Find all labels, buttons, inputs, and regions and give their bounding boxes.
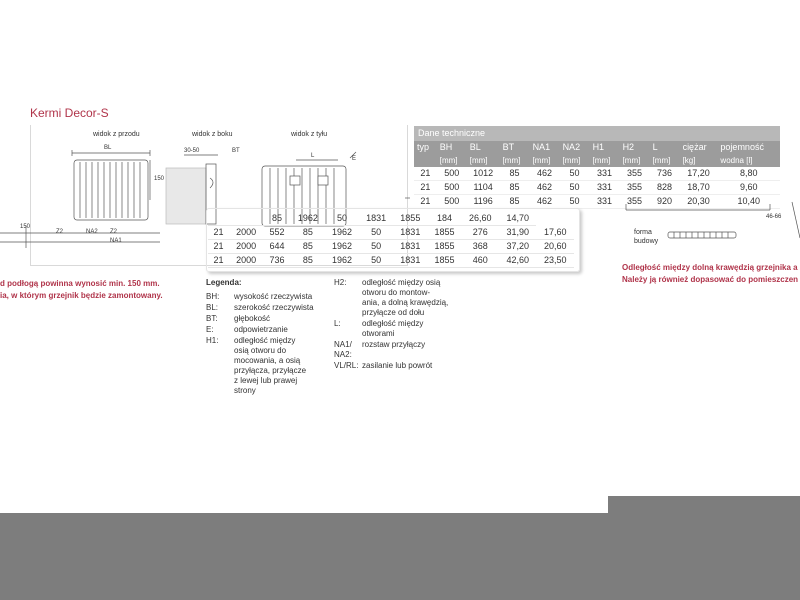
table-cell (208, 212, 229, 226)
legend-value: głębokość (234, 314, 271, 323)
table-cell: 2000 (229, 240, 263, 254)
table-cell: 50 (560, 181, 590, 195)
unit-typ (414, 154, 437, 167)
table-cell: 50 (359, 240, 393, 254)
footer-notch (608, 496, 800, 514)
table-cell: 736 (650, 167, 680, 181)
form-label-line2: budowy (634, 238, 659, 245)
dim-46-66: 46-66 (766, 214, 782, 220)
unit-pojemnosc: wodna [l] (717, 154, 780, 167)
table-cell: 736 (263, 254, 291, 268)
table-cell: 2000 (229, 254, 263, 268)
table-cell: 50 (325, 212, 359, 226)
table-cell: 368 (462, 240, 499, 254)
dim-bt: BT (232, 148, 240, 154)
table-cell: 21 (414, 181, 437, 195)
col-typ: typ (414, 141, 437, 154)
legend-key: L: (334, 319, 341, 328)
col-bt: BT (500, 141, 530, 154)
table-cell: 462 (530, 167, 560, 181)
dim-z2-left: Z2 (56, 229, 64, 235)
side-view-label: widok z boku (192, 131, 233, 138)
table-cell: 21 (208, 240, 229, 254)
table-cell: 50 (560, 195, 590, 209)
unit-na1: [mm] (530, 154, 560, 167)
legend-item (206, 314, 331, 324)
table-cell: 355 (620, 195, 650, 209)
table-cell: 85 (500, 195, 530, 209)
table-cell: 26,60 (462, 212, 499, 226)
dim-l: L (311, 153, 315, 159)
table-cell: 276 (462, 226, 499, 240)
legend-item (334, 319, 474, 339)
table-row (414, 167, 780, 181)
table-cell: 1962 (325, 254, 359, 268)
table-cell: 85 (291, 254, 325, 268)
table-cell: 18,70 (680, 181, 718, 195)
second-data-table (208, 212, 574, 268)
table-cell: 20,60 (536, 240, 574, 254)
legend-value: odpowietrzanie (234, 325, 288, 334)
legend-key: BT: (206, 314, 218, 323)
unit-ciezar: [kg] (680, 154, 718, 167)
legend-key: VL/RL: (334, 361, 359, 370)
table-row (208, 240, 574, 254)
table-cell: 1855 (393, 212, 427, 226)
table-cell: 2000 (229, 226, 263, 240)
table-cell: 50 (359, 254, 393, 268)
table-cell (229, 212, 263, 226)
table-cell: 1104 (467, 181, 500, 195)
unit-l: [mm] (650, 154, 680, 167)
table-cell: 1196 (467, 195, 500, 209)
legend-right-column (334, 278, 474, 372)
back-view-label: widok z tyłu (291, 131, 328, 138)
legend-item (206, 336, 331, 396)
unit-h1: [mm] (590, 154, 620, 167)
legend-value: odległość między otworami (362, 319, 424, 338)
dim-height: 150 (154, 176, 165, 182)
unit-bh: [mm] (437, 154, 467, 167)
table-cell: 1855 (427, 226, 461, 240)
table-cell: 1855 (427, 254, 461, 268)
table-cell: 1012 (467, 167, 500, 181)
table-cell: 462 (530, 181, 560, 195)
legend-key: H1: (206, 336, 219, 345)
dim-e: E (352, 156, 357, 162)
col-bh: BH (437, 141, 467, 154)
col-na1: NA1 (530, 141, 560, 154)
table-cell: 50 (359, 226, 393, 240)
col-h2: H2 (620, 141, 650, 154)
table-cell: 1962 (325, 226, 359, 240)
left-note-1: d podłogą powinna wynosić min. 150 mm. (0, 279, 160, 288)
table-cell: 1855 (427, 240, 461, 254)
legend-item (334, 361, 474, 371)
right-note-2: Należy ją również dopasować do pomieszczen (622, 275, 799, 284)
table-cell: 17,20 (680, 167, 718, 181)
table-cell: 14,70 (499, 212, 536, 226)
table-cell: 184 (427, 212, 461, 226)
col-h1: H1 (590, 141, 620, 154)
footer-bar (0, 513, 800, 600)
table-cell: 331 (590, 167, 620, 181)
table-cell: 85 (263, 212, 291, 226)
legend-value: odległość między osią otworu do mocowania, a osią przyłącza, przyłącze z lewej lub prawej strony (234, 336, 307, 395)
table-cell: 460 (462, 254, 499, 268)
table-cell: 21 (208, 254, 229, 268)
legend-key: NA1/ NA2: (334, 340, 352, 359)
dim-z2-right: Z2 (110, 229, 118, 235)
table-cell: 21 (414, 195, 437, 209)
legend-key: BH: (206, 292, 220, 301)
table-cell: 50 (560, 167, 590, 181)
table-cell: 500 (437, 195, 467, 209)
right-notes (622, 262, 798, 286)
page-title: Kermi Decor-S (30, 106, 109, 120)
table-row (208, 212, 574, 226)
legend-item (206, 325, 331, 335)
legend-value: rozstaw przyłączy (362, 340, 426, 349)
table-cell: 37,20 (499, 240, 536, 254)
left-notes (0, 278, 163, 302)
legend-key: H2: (334, 278, 347, 287)
table-cell: 9,60 (717, 181, 780, 195)
unit-bl: [mm] (467, 154, 500, 167)
table-row (208, 226, 574, 240)
col-ciezar: ciężar (680, 141, 718, 154)
table-cell: 1831 (393, 226, 427, 240)
table-cell: 17,60 (536, 226, 574, 240)
table-cell: 828 (650, 181, 680, 195)
table-cell: 552 (263, 226, 291, 240)
table-caption: Dane techniczne (414, 126, 780, 141)
front-view-drawing (0, 150, 160, 248)
table-cell: 500 (437, 181, 467, 195)
unit-bt: [mm] (500, 154, 530, 167)
table-cell: 1962 (291, 212, 325, 226)
legend-key: E: (206, 325, 214, 334)
table-cell: 85 (291, 226, 325, 240)
legend-value: odległość między osią otworu do montow- ania, a dolną krawędzią, przyłącze od dołu (362, 278, 449, 317)
unit-h2: [mm] (620, 154, 650, 167)
table-cell: 85 (500, 181, 530, 195)
dim-side-range: 30-50 (184, 148, 200, 154)
legend-left-column (206, 292, 331, 397)
left-note-2: ia, w którym grzejnik będzie zamontowany. (0, 291, 163, 300)
table-cell: 355 (620, 167, 650, 181)
table-cell: 8,80 (717, 167, 780, 181)
front-view-label: widok z przodu (93, 131, 140, 138)
legend-value: szerokość rzeczywista (234, 303, 314, 312)
legend-item (334, 278, 474, 318)
technical-data-table (414, 126, 780, 209)
dim-bl: BL (104, 145, 112, 151)
legend-item (334, 340, 474, 360)
table-cell: 31,90 (499, 226, 536, 240)
table-cell: 21 (414, 167, 437, 181)
legend-title: Legenda: (206, 278, 242, 287)
table-cell: 644 (263, 240, 291, 254)
table-row (414, 181, 780, 195)
table-cell: 1962 (325, 240, 359, 254)
col-pojemnosc: pojemność (717, 141, 780, 154)
table-cell: 10,40 (717, 195, 780, 209)
col-bl: BL (467, 141, 500, 154)
col-l: L (650, 141, 680, 154)
unit-na2: [mm] (560, 154, 590, 167)
form-label-line1: forma (634, 229, 652, 236)
form-label (634, 228, 658, 246)
table-cell: 1831 (393, 240, 427, 254)
dim-h150: 150 (20, 224, 31, 230)
table-cell: 920 (650, 195, 680, 209)
legend-value: zasilanie lub powrót (362, 361, 433, 370)
table-cell: 500 (437, 167, 467, 181)
dim-na1: NA1 (110, 238, 122, 244)
table-cell: 331 (590, 181, 620, 195)
right-note-1: Odległość między dolną krawędzią grzejnika a (622, 263, 798, 272)
table-cell: 1831 (359, 212, 393, 226)
table-cell: 1831 (393, 254, 427, 268)
legend-item (206, 292, 331, 302)
table-cell: 21 (208, 226, 229, 240)
col-na2: NA2 (560, 141, 590, 154)
table-cell: 85 (291, 240, 325, 254)
table-cell: 355 (620, 181, 650, 195)
table-cell: 23,50 (536, 254, 574, 268)
table-cell: 42,60 (499, 254, 536, 268)
table-row (208, 254, 574, 268)
legend-item (206, 303, 331, 313)
legend-key: BL: (206, 303, 219, 312)
dim-na2: NA2 (86, 229, 98, 235)
table-cell: 20,30 (680, 195, 718, 209)
table-cell: 462 (530, 195, 560, 209)
legend-value: wysokość rzeczywista (234, 292, 313, 301)
table-cell: 85 (500, 167, 530, 181)
table-cell: 331 (590, 195, 620, 209)
